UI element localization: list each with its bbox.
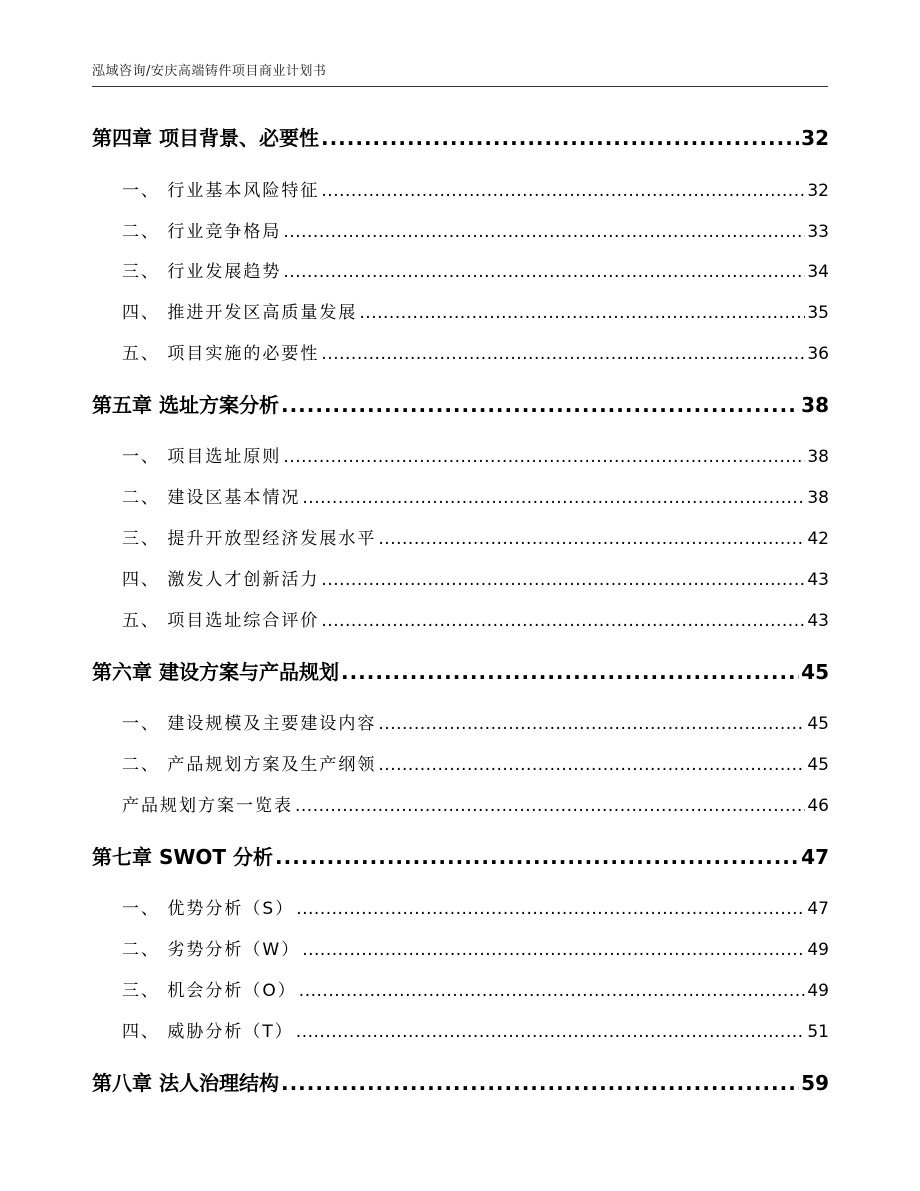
dot-leader: [299, 981, 806, 1001]
dot-leader: [321, 126, 799, 150]
dot-leader: [296, 1022, 806, 1042]
toc-label: 第五章 选址方案分析: [92, 393, 279, 417]
toc-page-number: 32: [807, 181, 829, 201]
toc-page-number: 49: [807, 981, 829, 1001]
toc-chapter-6[interactable]: [92, 656, 829, 685]
toc-section[interactable]: [122, 339, 829, 364]
dot-leader: [321, 611, 805, 631]
toc-page-number: 45: [801, 660, 829, 684]
toc-section[interactable]: [122, 935, 829, 960]
toc-chapter-5[interactable]: [92, 389, 829, 418]
toc-chapter-8[interactable]: [92, 1067, 829, 1096]
toc-page-number: 49: [807, 940, 829, 960]
toc-page-number: 43: [807, 611, 829, 631]
toc-page-number: 45: [807, 714, 829, 734]
toc-label: 一、 建设规模及主要建设内容: [122, 714, 377, 734]
toc-label: 第七章 SWOT 分析: [92, 845, 274, 869]
dot-leader: [359, 303, 805, 323]
toc-page-number: 38: [807, 447, 829, 467]
dot-leader: [296, 899, 805, 919]
dot-leader: [378, 714, 805, 734]
toc-page-number: 38: [807, 488, 829, 508]
toc-label: 一、 项目选址原则: [122, 447, 282, 467]
dot-leader: [283, 262, 805, 282]
toc-page-number: 42: [807, 529, 829, 549]
toc-page-number: 46: [807, 796, 829, 816]
toc-page-number: 43: [807, 570, 829, 590]
dot-leader: [281, 1071, 799, 1095]
dot-leader: [321, 181, 805, 201]
dot-leader: [302, 488, 805, 508]
dot-leader: [295, 796, 805, 816]
toc-section[interactable]: [122, 483, 829, 508]
dot-leader: [321, 344, 805, 364]
toc-label: 二、 建设区基本情况: [122, 488, 301, 508]
toc-label: 一、 行业基本风险特征: [122, 181, 320, 201]
toc-label: 三、 提升开放型经济发展水平: [122, 529, 377, 549]
toc-page-number: 33: [807, 222, 829, 242]
toc-label: 产品规划方案一览表: [122, 796, 293, 816]
toc-section[interactable]: [122, 257, 829, 282]
toc-chapter-7[interactable]: [92, 841, 829, 870]
toc-section[interactable]: [122, 976, 829, 1001]
toc-section[interactable]: [122, 442, 829, 467]
dot-leader: [378, 529, 805, 549]
toc-section[interactable]: [122, 606, 829, 631]
running-header: 泓域咨询/安庆高端铸件项目商业计划书: [92, 64, 327, 79]
toc-section[interactable]: [122, 176, 829, 201]
toc-label: 五、 项目选址综合评价: [122, 611, 320, 631]
dot-leader: [302, 940, 805, 960]
toc-label: 三、 行业发展趋势: [122, 262, 282, 282]
toc-label: 第四章 项目背景、必要性: [92, 126, 319, 150]
toc-label: 四、 推进开发区高质量发展: [122, 303, 358, 323]
toc-label: 二、 劣势分析（W）: [122, 940, 301, 960]
toc-page-number: 51: [807, 1022, 829, 1042]
toc-section[interactable]: [122, 791, 829, 816]
toc-label: 四、 威胁分析（T）: [122, 1022, 294, 1042]
toc-page-number: 59: [801, 1071, 829, 1095]
toc-page-number: 45: [807, 755, 829, 775]
dot-leader: [321, 570, 805, 590]
toc-section[interactable]: [122, 524, 829, 549]
toc-chapter-4[interactable]: [92, 122, 829, 151]
toc-label: 一、 优势分析（S）: [122, 899, 295, 919]
toc-page-number: 35: [807, 303, 829, 323]
dot-leader: [378, 755, 805, 775]
dot-leader: [281, 393, 799, 417]
toc-page-number: 47: [801, 845, 829, 869]
toc-label: 三、 机会分析（O）: [122, 981, 297, 1001]
dot-leader: [341, 660, 799, 684]
toc-page-number: 34: [807, 262, 829, 282]
toc-page-number: 32: [801, 126, 829, 150]
toc-label: 二、 产品规划方案及生产纲领: [122, 755, 377, 775]
toc-section[interactable]: [122, 894, 829, 919]
toc-page-number: 36: [807, 344, 829, 364]
dot-leader: [275, 845, 799, 869]
toc-page-number: 47: [807, 899, 829, 919]
toc-section[interactable]: [122, 1017, 829, 1042]
toc-section[interactable]: [122, 217, 829, 242]
toc-page-number: 38: [801, 393, 829, 417]
toc-section[interactable]: [122, 709, 829, 734]
toc-label: 第六章 建设方案与产品规划: [92, 660, 339, 684]
toc-section[interactable]: [122, 298, 829, 323]
header-divider: [92, 86, 828, 87]
toc-label: 四、 激发人才创新活力: [122, 570, 320, 590]
toc-label: 第八章 法人治理结构: [92, 1071, 279, 1095]
toc-label: 五、 项目实施的必要性: [122, 344, 320, 364]
dot-leader: [283, 447, 805, 467]
dot-leader: [283, 222, 805, 242]
toc-label: 二、 行业竞争格局: [122, 222, 282, 242]
toc-section[interactable]: [122, 750, 829, 775]
toc-section[interactable]: [122, 565, 829, 590]
